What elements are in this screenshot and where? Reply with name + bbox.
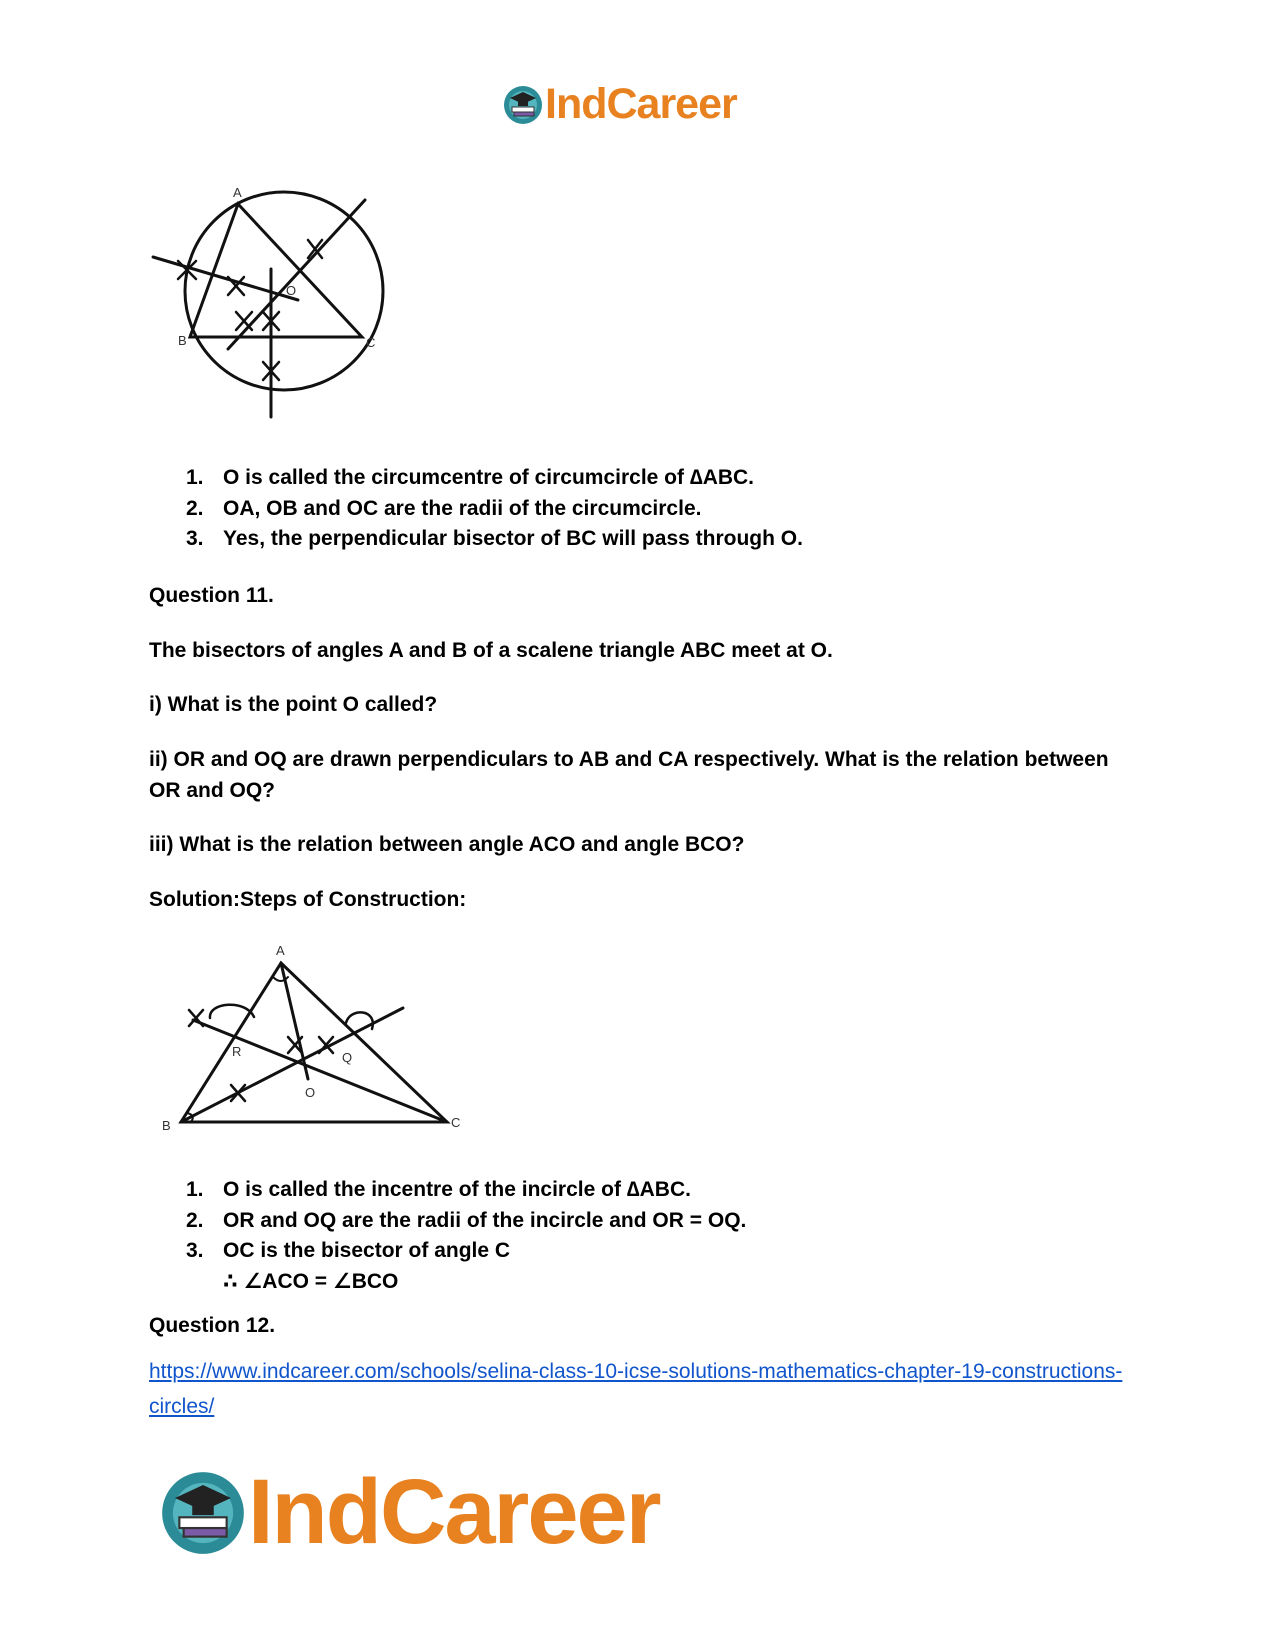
brand-wordmark: IndCareer (545, 80, 737, 128)
vertex-label-b: B (178, 333, 187, 348)
incircle-figure (160, 945, 470, 1135)
list-item: 1. O is called the incentre of the incircle of ∆ABC. (186, 1178, 691, 1201)
graduation-cap-icon (160, 1470, 246, 1556)
footer-url-link[interactable]: https://www.indcareer.com/schools/selina-class-10-icse-solutions-mathematics-chapter-19-constructions-circles/ (149, 1360, 1123, 1418)
question-11-part-1: i) What is the point O called? (149, 693, 438, 716)
indcareer-logo-bottom (160, 1460, 660, 1565)
vertex-label-a: A (276, 945, 285, 958)
indcareer-logo-top (503, 80, 737, 129)
question-11-part-2: ii) OR and OQ are drawn perpendiculars to AB and CA respectively. What is the relation between OR and OQ? (149, 748, 1109, 802)
question-11-part-3: iii) What is the relation between angle ACO and angle BCO? (149, 833, 745, 856)
list-item: 2. OA, OB and OC are the radii of the circumcircle. (186, 496, 702, 520)
bisector-from-b (181, 1008, 403, 1122)
point-label-q: Q (342, 1050, 353, 1065)
bisector-line-1 (153, 257, 298, 300)
vertex-label-b: B (162, 1118, 171, 1133)
question-11-statement: The bisectors of angles A and B of a scalene triangle ABC meet at O. (149, 639, 833, 662)
question-12-heading: Question 12. (149, 1314, 276, 1337)
solution-heading: Solution:Steps of Construction: (149, 888, 467, 911)
graduation-cap-icon (503, 85, 543, 125)
vertex-label-a: A (233, 185, 242, 200)
centre-label-o: O (305, 1085, 316, 1100)
circumcircle (185, 192, 383, 390)
list-item: 1. O is called the circumcentre of circumcircle of ∆ABC. (186, 466, 755, 489)
brand-wordmark: IndCareer (248, 1461, 660, 1563)
question-11-heading: Question 11. (149, 584, 274, 607)
point-label-r: R (232, 1044, 242, 1059)
list-item: 3. Yes, the perpendicular bisector of BC will pass through O. (186, 527, 803, 550)
answer-list-2 (186, 1175, 746, 1297)
centre-label-o: O (286, 283, 297, 298)
list-item: 3. OC is the bisector of angle C (186, 1239, 511, 1262)
circumcircle-figure (150, 185, 400, 420)
vertex-label-c: C (366, 335, 376, 350)
list-item-continuation: ∴ ∠ACO = ∠BCO (223, 1269, 399, 1293)
list-item: 2. OR and OQ are the radii of the incircle and OR = OQ. (186, 1208, 747, 1232)
answer-list-1 (186, 463, 803, 555)
bisector-from-c (193, 1020, 447, 1122)
vertex-label-c: C (451, 1115, 461, 1130)
